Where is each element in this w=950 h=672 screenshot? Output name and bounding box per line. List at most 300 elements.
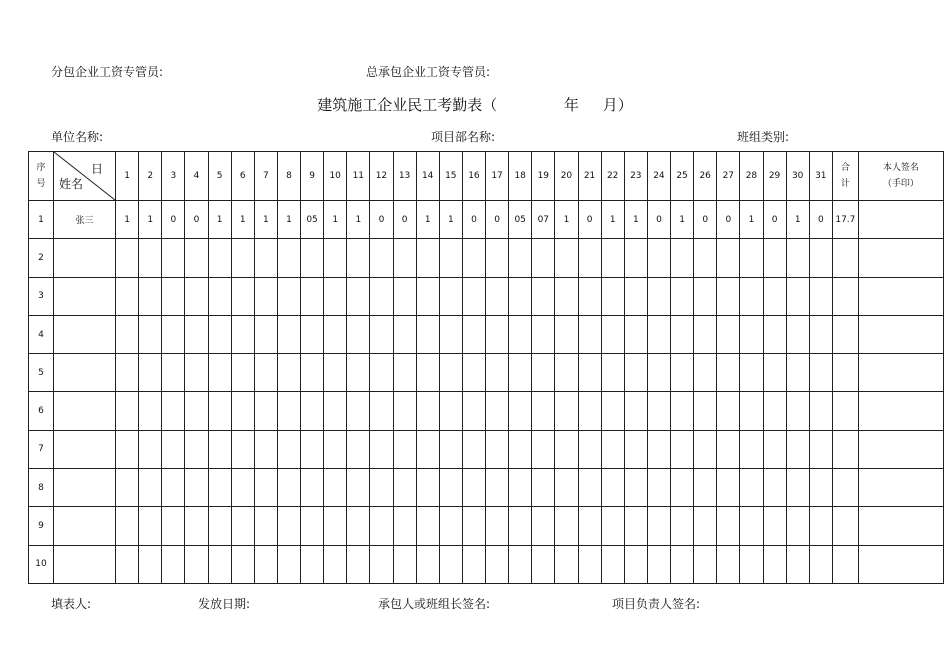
- attendance-cell-day-22[interactable]: [601, 469, 624, 507]
- attendance-cell-day-16[interactable]: [462, 545, 485, 583]
- attendance-cell-day-16[interactable]: [462, 315, 485, 353]
- attendance-cell-day-16[interactable]: 0: [462, 201, 485, 239]
- attendance-cell-day-28[interactable]: [740, 430, 763, 468]
- attendance-cell-day-13[interactable]: [393, 277, 416, 315]
- attendance-cell-day-26[interactable]: [694, 545, 717, 583]
- attendance-cell-day-18[interactable]: [509, 315, 532, 353]
- worker-name-cell[interactable]: [54, 277, 116, 315]
- attendance-cell-day-18[interactable]: [509, 239, 532, 277]
- attendance-cell-day-3[interactable]: [162, 545, 185, 583]
- attendance-cell-day-21[interactable]: [578, 354, 601, 392]
- attendance-cell-day-27[interactable]: [717, 392, 740, 430]
- attendance-cell-day-24[interactable]: [647, 469, 670, 507]
- signature-cell[interactable]: [858, 239, 943, 277]
- attendance-cell-day-8[interactable]: [277, 392, 300, 430]
- attendance-cell-day-4[interactable]: [185, 392, 208, 430]
- signature-cell[interactable]: [858, 201, 943, 239]
- worker-name-cell[interactable]: [54, 545, 116, 583]
- attendance-cell-day-1[interactable]: [116, 277, 139, 315]
- attendance-cell-day-1[interactable]: [116, 392, 139, 430]
- attendance-cell-day-6[interactable]: [231, 315, 254, 353]
- attendance-cell-day-23[interactable]: [624, 469, 647, 507]
- attendance-cell-day-31[interactable]: 0: [809, 201, 832, 239]
- attendance-cell-day-9[interactable]: [301, 239, 324, 277]
- attendance-cell-day-1[interactable]: [116, 239, 139, 277]
- attendance-cell-day-16[interactable]: [462, 239, 485, 277]
- attendance-cell-day-25[interactable]: [671, 354, 694, 392]
- attendance-cell-day-30[interactable]: [786, 545, 809, 583]
- attendance-cell-day-5[interactable]: [208, 392, 231, 430]
- attendance-cell-day-23[interactable]: [624, 507, 647, 545]
- attendance-cell-day-29[interactable]: [763, 392, 786, 430]
- attendance-cell-day-17[interactable]: [486, 315, 509, 353]
- attendance-cell-day-16[interactable]: [462, 430, 485, 468]
- attendance-cell-day-26[interactable]: [694, 430, 717, 468]
- attendance-cell-day-25[interactable]: 1: [671, 201, 694, 239]
- attendance-cell-day-20[interactable]: [555, 315, 578, 353]
- attendance-cell-day-10[interactable]: [324, 430, 347, 468]
- attendance-cell-day-27[interactable]: 0: [717, 201, 740, 239]
- attendance-cell-day-30[interactable]: [786, 392, 809, 430]
- attendance-cell-day-12[interactable]: [370, 430, 393, 468]
- attendance-cell-day-15[interactable]: [439, 507, 462, 545]
- attendance-cell-day-14[interactable]: [416, 430, 439, 468]
- attendance-cell-day-19[interactable]: [532, 277, 555, 315]
- attendance-cell-day-1[interactable]: [116, 545, 139, 583]
- attendance-cell-day-9[interactable]: [301, 277, 324, 315]
- attendance-cell-day-24[interactable]: [647, 239, 670, 277]
- attendance-cell-day-20[interactable]: [555, 392, 578, 430]
- attendance-cell-day-19[interactable]: 07: [532, 201, 555, 239]
- attendance-cell-day-22[interactable]: [601, 239, 624, 277]
- attendance-cell-day-8[interactable]: [277, 239, 300, 277]
- attendance-cell-day-28[interactable]: [740, 392, 763, 430]
- attendance-cell-day-12[interactable]: [370, 354, 393, 392]
- attendance-cell-day-10[interactable]: [324, 545, 347, 583]
- attendance-cell-day-9[interactable]: [301, 354, 324, 392]
- attendance-cell-day-4[interactable]: [185, 277, 208, 315]
- attendance-cell-day-24[interactable]: 0: [647, 201, 670, 239]
- attendance-cell-day-13[interactable]: [393, 545, 416, 583]
- attendance-cell-day-9[interactable]: [301, 315, 324, 353]
- attendance-cell-day-17[interactable]: [486, 507, 509, 545]
- attendance-cell-day-5[interactable]: [208, 354, 231, 392]
- attendance-cell-day-4[interactable]: [185, 430, 208, 468]
- attendance-cell-day-2[interactable]: [139, 469, 162, 507]
- attendance-cell-day-11[interactable]: [347, 354, 370, 392]
- total-cell[interactable]: [832, 392, 858, 430]
- attendance-cell-day-25[interactable]: [671, 277, 694, 315]
- attendance-cell-day-1[interactable]: [116, 354, 139, 392]
- attendance-cell-day-29[interactable]: [763, 469, 786, 507]
- total-cell[interactable]: 17.7: [832, 201, 858, 239]
- attendance-cell-day-18[interactable]: [509, 354, 532, 392]
- attendance-cell-day-30[interactable]: [786, 469, 809, 507]
- attendance-cell-day-9[interactable]: [301, 507, 324, 545]
- attendance-cell-day-7[interactable]: [254, 277, 277, 315]
- attendance-cell-day-27[interactable]: [717, 430, 740, 468]
- attendance-cell-day-6[interactable]: [231, 354, 254, 392]
- attendance-cell-day-23[interactable]: [624, 354, 647, 392]
- attendance-cell-day-30[interactable]: [786, 315, 809, 353]
- attendance-cell-day-21[interactable]: [578, 315, 601, 353]
- attendance-cell-day-18[interactable]: [509, 392, 532, 430]
- attendance-cell-day-22[interactable]: [601, 545, 624, 583]
- attendance-cell-day-11[interactable]: [347, 545, 370, 583]
- attendance-cell-day-16[interactable]: [462, 392, 485, 430]
- attendance-cell-day-20[interactable]: [555, 545, 578, 583]
- attendance-cell-day-14[interactable]: [416, 277, 439, 315]
- attendance-cell-day-29[interactable]: [763, 239, 786, 277]
- attendance-cell-day-18[interactable]: [509, 277, 532, 315]
- attendance-cell-day-17[interactable]: [486, 430, 509, 468]
- attendance-cell-day-2[interactable]: [139, 315, 162, 353]
- attendance-cell-day-20[interactable]: [555, 507, 578, 545]
- attendance-cell-day-6[interactable]: [231, 392, 254, 430]
- attendance-cell-day-30[interactable]: 1: [786, 201, 809, 239]
- attendance-cell-day-7[interactable]: 1: [254, 201, 277, 239]
- attendance-cell-day-15[interactable]: [439, 354, 462, 392]
- attendance-cell-day-2[interactable]: [139, 354, 162, 392]
- attendance-cell-day-23[interactable]: [624, 315, 647, 353]
- attendance-cell-day-29[interactable]: [763, 545, 786, 583]
- attendance-cell-day-7[interactable]: [254, 354, 277, 392]
- attendance-cell-day-25[interactable]: [671, 239, 694, 277]
- attendance-cell-day-28[interactable]: [740, 239, 763, 277]
- attendance-cell-day-11[interactable]: [347, 315, 370, 353]
- attendance-cell-day-21[interactable]: [578, 469, 601, 507]
- attendance-cell-day-31[interactable]: [809, 469, 832, 507]
- attendance-cell-day-31[interactable]: [809, 392, 832, 430]
- attendance-cell-day-3[interactable]: [162, 469, 185, 507]
- attendance-cell-day-17[interactable]: [486, 469, 509, 507]
- attendance-cell-day-14[interactable]: [416, 469, 439, 507]
- attendance-cell-day-22[interactable]: [601, 507, 624, 545]
- attendance-cell-day-8[interactable]: [277, 469, 300, 507]
- attendance-cell-day-7[interactable]: [254, 545, 277, 583]
- total-cell[interactable]: [832, 469, 858, 507]
- attendance-cell-day-26[interactable]: [694, 315, 717, 353]
- attendance-cell-day-26[interactable]: [694, 507, 717, 545]
- total-cell[interactable]: [832, 430, 858, 468]
- attendance-cell-day-23[interactable]: [624, 239, 647, 277]
- attendance-cell-day-8[interactable]: [277, 354, 300, 392]
- attendance-cell-day-12[interactable]: [370, 239, 393, 277]
- attendance-cell-day-11[interactable]: [347, 239, 370, 277]
- attendance-cell-day-3[interactable]: [162, 239, 185, 277]
- attendance-cell-day-12[interactable]: [370, 277, 393, 315]
- attendance-cell-day-13[interactable]: [393, 430, 416, 468]
- attendance-cell-day-27[interactable]: [717, 277, 740, 315]
- attendance-cell-day-16[interactable]: [462, 507, 485, 545]
- attendance-cell-day-4[interactable]: [185, 354, 208, 392]
- attendance-cell-day-18[interactable]: [509, 507, 532, 545]
- total-cell[interactable]: [832, 239, 858, 277]
- attendance-cell-day-7[interactable]: [254, 239, 277, 277]
- attendance-cell-day-23[interactable]: [624, 277, 647, 315]
- attendance-cell-day-14[interactable]: [416, 239, 439, 277]
- worker-name-cell[interactable]: [54, 239, 116, 277]
- attendance-cell-day-6[interactable]: 1: [231, 201, 254, 239]
- attendance-cell-day-1[interactable]: 1: [116, 201, 139, 239]
- attendance-cell-day-17[interactable]: [486, 354, 509, 392]
- attendance-cell-day-2[interactable]: [139, 277, 162, 315]
- attendance-cell-day-16[interactable]: [462, 277, 485, 315]
- attendance-cell-day-14[interactable]: [416, 354, 439, 392]
- attendance-cell-day-5[interactable]: 1: [208, 201, 231, 239]
- signature-cell[interactable]: [858, 392, 943, 430]
- signature-cell[interactable]: [858, 354, 943, 392]
- attendance-cell-day-8[interactable]: [277, 430, 300, 468]
- worker-name-cell[interactable]: [54, 469, 116, 507]
- attendance-cell-day-10[interactable]: [324, 507, 347, 545]
- attendance-cell-day-22[interactable]: [601, 430, 624, 468]
- attendance-cell-day-18[interactable]: 05: [509, 201, 532, 239]
- attendance-cell-day-2[interactable]: [139, 392, 162, 430]
- attendance-cell-day-13[interactable]: [393, 392, 416, 430]
- attendance-cell-day-9[interactable]: [301, 392, 324, 430]
- attendance-cell-day-17[interactable]: [486, 239, 509, 277]
- attendance-cell-day-20[interactable]: 1: [555, 201, 578, 239]
- attendance-cell-day-6[interactable]: [231, 239, 254, 277]
- attendance-cell-day-17[interactable]: 0: [486, 201, 509, 239]
- attendance-cell-day-3[interactable]: [162, 430, 185, 468]
- attendance-cell-day-28[interactable]: [740, 507, 763, 545]
- attendance-cell-day-9[interactable]: [301, 469, 324, 507]
- attendance-cell-day-24[interactable]: [647, 545, 670, 583]
- total-cell[interactable]: [832, 507, 858, 545]
- attendance-cell-day-24[interactable]: [647, 315, 670, 353]
- attendance-cell-day-10[interactable]: [324, 239, 347, 277]
- attendance-cell-day-15[interactable]: 1: [439, 201, 462, 239]
- attendance-cell-day-31[interactable]: [809, 430, 832, 468]
- attendance-cell-day-14[interactable]: [416, 315, 439, 353]
- attendance-cell-day-31[interactable]: [809, 239, 832, 277]
- attendance-cell-day-2[interactable]: [139, 507, 162, 545]
- attendance-cell-day-19[interactable]: [532, 392, 555, 430]
- attendance-cell-day-9[interactable]: [301, 545, 324, 583]
- attendance-cell-day-10[interactable]: [324, 392, 347, 430]
- attendance-cell-day-26[interactable]: [694, 469, 717, 507]
- attendance-cell-day-30[interactable]: [786, 354, 809, 392]
- attendance-cell-day-22[interactable]: [601, 354, 624, 392]
- attendance-cell-day-19[interactable]: [532, 430, 555, 468]
- attendance-cell-day-11[interactable]: [347, 392, 370, 430]
- attendance-cell-day-17[interactable]: [486, 277, 509, 315]
- attendance-cell-day-15[interactable]: [439, 392, 462, 430]
- attendance-cell-day-21[interactable]: [578, 392, 601, 430]
- attendance-cell-day-31[interactable]: [809, 315, 832, 353]
- attendance-cell-day-2[interactable]: [139, 430, 162, 468]
- attendance-cell-day-28[interactable]: [740, 469, 763, 507]
- attendance-cell-day-16[interactable]: [462, 354, 485, 392]
- attendance-cell-day-2[interactable]: [139, 545, 162, 583]
- attendance-cell-day-5[interactable]: [208, 469, 231, 507]
- attendance-cell-day-7[interactable]: [254, 469, 277, 507]
- attendance-cell-day-8[interactable]: [277, 507, 300, 545]
- attendance-cell-day-21[interactable]: [578, 277, 601, 315]
- attendance-cell-day-13[interactable]: [393, 239, 416, 277]
- signature-cell[interactable]: [858, 430, 943, 468]
- worker-name-cell[interactable]: [54, 507, 116, 545]
- attendance-cell-day-18[interactable]: [509, 545, 532, 583]
- attendance-cell-day-31[interactable]: [809, 277, 832, 315]
- attendance-cell-day-8[interactable]: [277, 545, 300, 583]
- signature-cell[interactable]: [858, 277, 943, 315]
- attendance-cell-day-6[interactable]: [231, 507, 254, 545]
- attendance-cell-day-5[interactable]: [208, 545, 231, 583]
- attendance-cell-day-13[interactable]: [393, 315, 416, 353]
- attendance-cell-day-19[interactable]: [532, 507, 555, 545]
- attendance-cell-day-12[interactable]: [370, 545, 393, 583]
- attendance-cell-day-23[interactable]: [624, 545, 647, 583]
- attendance-cell-day-16[interactable]: [462, 469, 485, 507]
- worker-name-cell[interactable]: 张三: [54, 201, 116, 239]
- attendance-cell-day-25[interactable]: [671, 469, 694, 507]
- attendance-cell-day-23[interactable]: [624, 392, 647, 430]
- attendance-cell-day-23[interactable]: 1: [624, 201, 647, 239]
- attendance-cell-day-3[interactable]: [162, 507, 185, 545]
- attendance-cell-day-12[interactable]: [370, 392, 393, 430]
- attendance-cell-day-21[interactable]: [578, 430, 601, 468]
- attendance-cell-day-19[interactable]: [532, 354, 555, 392]
- attendance-cell-day-2[interactable]: 1: [139, 201, 162, 239]
- attendance-cell-day-6[interactable]: [231, 277, 254, 315]
- attendance-cell-day-13[interactable]: 0: [393, 201, 416, 239]
- attendance-cell-day-10[interactable]: [324, 315, 347, 353]
- attendance-cell-day-24[interactable]: [647, 430, 670, 468]
- attendance-cell-day-12[interactable]: [370, 507, 393, 545]
- attendance-cell-day-31[interactable]: [809, 354, 832, 392]
- worker-name-cell[interactable]: [54, 392, 116, 430]
- attendance-cell-day-28[interactable]: 1: [740, 201, 763, 239]
- attendance-cell-day-27[interactable]: [717, 315, 740, 353]
- attendance-cell-day-9[interactable]: [301, 430, 324, 468]
- attendance-cell-day-4[interactable]: [185, 469, 208, 507]
- attendance-cell-day-20[interactable]: [555, 239, 578, 277]
- worker-name-cell[interactable]: [54, 430, 116, 468]
- attendance-cell-day-3[interactable]: [162, 354, 185, 392]
- attendance-cell-day-12[interactable]: [370, 315, 393, 353]
- attendance-cell-day-7[interactable]: [254, 315, 277, 353]
- attendance-cell-day-22[interactable]: [601, 315, 624, 353]
- attendance-cell-day-6[interactable]: [231, 430, 254, 468]
- attendance-cell-day-15[interactable]: [439, 545, 462, 583]
- attendance-cell-day-5[interactable]: [208, 239, 231, 277]
- attendance-cell-day-1[interactable]: [116, 507, 139, 545]
- attendance-cell-day-11[interactable]: [347, 430, 370, 468]
- attendance-cell-day-25[interactable]: [671, 392, 694, 430]
- attendance-cell-day-25[interactable]: [671, 430, 694, 468]
- attendance-cell-day-4[interactable]: [185, 239, 208, 277]
- attendance-cell-day-5[interactable]: [208, 277, 231, 315]
- attendance-cell-day-8[interactable]: [277, 277, 300, 315]
- attendance-cell-day-28[interactable]: [740, 354, 763, 392]
- attendance-cell-day-3[interactable]: [162, 392, 185, 430]
- attendance-cell-day-11[interactable]: 1: [347, 201, 370, 239]
- attendance-cell-day-5[interactable]: [208, 430, 231, 468]
- attendance-cell-day-29[interactable]: [763, 277, 786, 315]
- attendance-cell-day-5[interactable]: [208, 315, 231, 353]
- attendance-cell-day-28[interactable]: [740, 277, 763, 315]
- attendance-cell-day-10[interactable]: [324, 354, 347, 392]
- attendance-cell-day-10[interactable]: [324, 469, 347, 507]
- attendance-cell-day-20[interactable]: [555, 430, 578, 468]
- attendance-cell-day-1[interactable]: [116, 315, 139, 353]
- attendance-cell-day-21[interactable]: [578, 507, 601, 545]
- attendance-cell-day-15[interactable]: [439, 315, 462, 353]
- attendance-cell-day-24[interactable]: [647, 507, 670, 545]
- attendance-cell-day-31[interactable]: [809, 507, 832, 545]
- signature-cell[interactable]: [858, 507, 943, 545]
- signature-cell[interactable]: [858, 469, 943, 507]
- attendance-cell-day-26[interactable]: [694, 392, 717, 430]
- attendance-cell-day-25[interactable]: [671, 545, 694, 583]
- attendance-cell-day-31[interactable]: [809, 545, 832, 583]
- attendance-cell-day-15[interactable]: [439, 430, 462, 468]
- attendance-cell-day-1[interactable]: [116, 469, 139, 507]
- attendance-cell-day-14[interactable]: [416, 507, 439, 545]
- signature-cell[interactable]: [858, 545, 943, 583]
- attendance-cell-day-26[interactable]: [694, 354, 717, 392]
- attendance-cell-day-20[interactable]: [555, 354, 578, 392]
- attendance-cell-day-22[interactable]: [601, 392, 624, 430]
- attendance-cell-day-13[interactable]: [393, 469, 416, 507]
- attendance-cell-day-19[interactable]: [532, 545, 555, 583]
- attendance-cell-day-10[interactable]: 1: [324, 201, 347, 239]
- total-cell[interactable]: [832, 354, 858, 392]
- attendance-cell-day-23[interactable]: [624, 430, 647, 468]
- attendance-cell-day-6[interactable]: [231, 469, 254, 507]
- attendance-cell-day-28[interactable]: [740, 315, 763, 353]
- attendance-cell-day-14[interactable]: 1: [416, 201, 439, 239]
- attendance-cell-day-22[interactable]: [601, 277, 624, 315]
- attendance-cell-day-30[interactable]: [786, 430, 809, 468]
- attendance-cell-day-1[interactable]: [116, 430, 139, 468]
- total-cell[interactable]: [832, 545, 858, 583]
- attendance-cell-day-7[interactable]: [254, 430, 277, 468]
- attendance-cell-day-15[interactable]: [439, 277, 462, 315]
- attendance-cell-day-2[interactable]: [139, 239, 162, 277]
- attendance-cell-day-21[interactable]: [578, 239, 601, 277]
- attendance-cell-day-18[interactable]: [509, 469, 532, 507]
- attendance-cell-day-30[interactable]: [786, 277, 809, 315]
- attendance-cell-day-4[interactable]: [185, 315, 208, 353]
- attendance-cell-day-12[interactable]: 0: [370, 201, 393, 239]
- attendance-cell-day-27[interactable]: [717, 469, 740, 507]
- attendance-cell-day-24[interactable]: [647, 277, 670, 315]
- attendance-cell-day-11[interactable]: [347, 277, 370, 315]
- total-cell[interactable]: [832, 315, 858, 353]
- signature-cell[interactable]: [858, 315, 943, 353]
- attendance-cell-day-6[interactable]: [231, 545, 254, 583]
- attendance-cell-day-3[interactable]: [162, 315, 185, 353]
- attendance-cell-day-26[interactable]: 0: [694, 201, 717, 239]
- attendance-cell-day-29[interactable]: [763, 354, 786, 392]
- attendance-cell-day-5[interactable]: [208, 507, 231, 545]
- attendance-cell-day-27[interactable]: [717, 507, 740, 545]
- attendance-cell-day-13[interactable]: [393, 354, 416, 392]
- attendance-cell-day-25[interactable]: [671, 507, 694, 545]
- attendance-cell-day-28[interactable]: [740, 545, 763, 583]
- attendance-cell-day-26[interactable]: [694, 239, 717, 277]
- attendance-cell-day-29[interactable]: [763, 315, 786, 353]
- attendance-cell-day-27[interactable]: [717, 545, 740, 583]
- attendance-cell-day-20[interactable]: [555, 469, 578, 507]
- attendance-cell-day-20[interactable]: [555, 277, 578, 315]
- attendance-cell-day-30[interactable]: [786, 239, 809, 277]
- attendance-cell-day-18[interactable]: [509, 430, 532, 468]
